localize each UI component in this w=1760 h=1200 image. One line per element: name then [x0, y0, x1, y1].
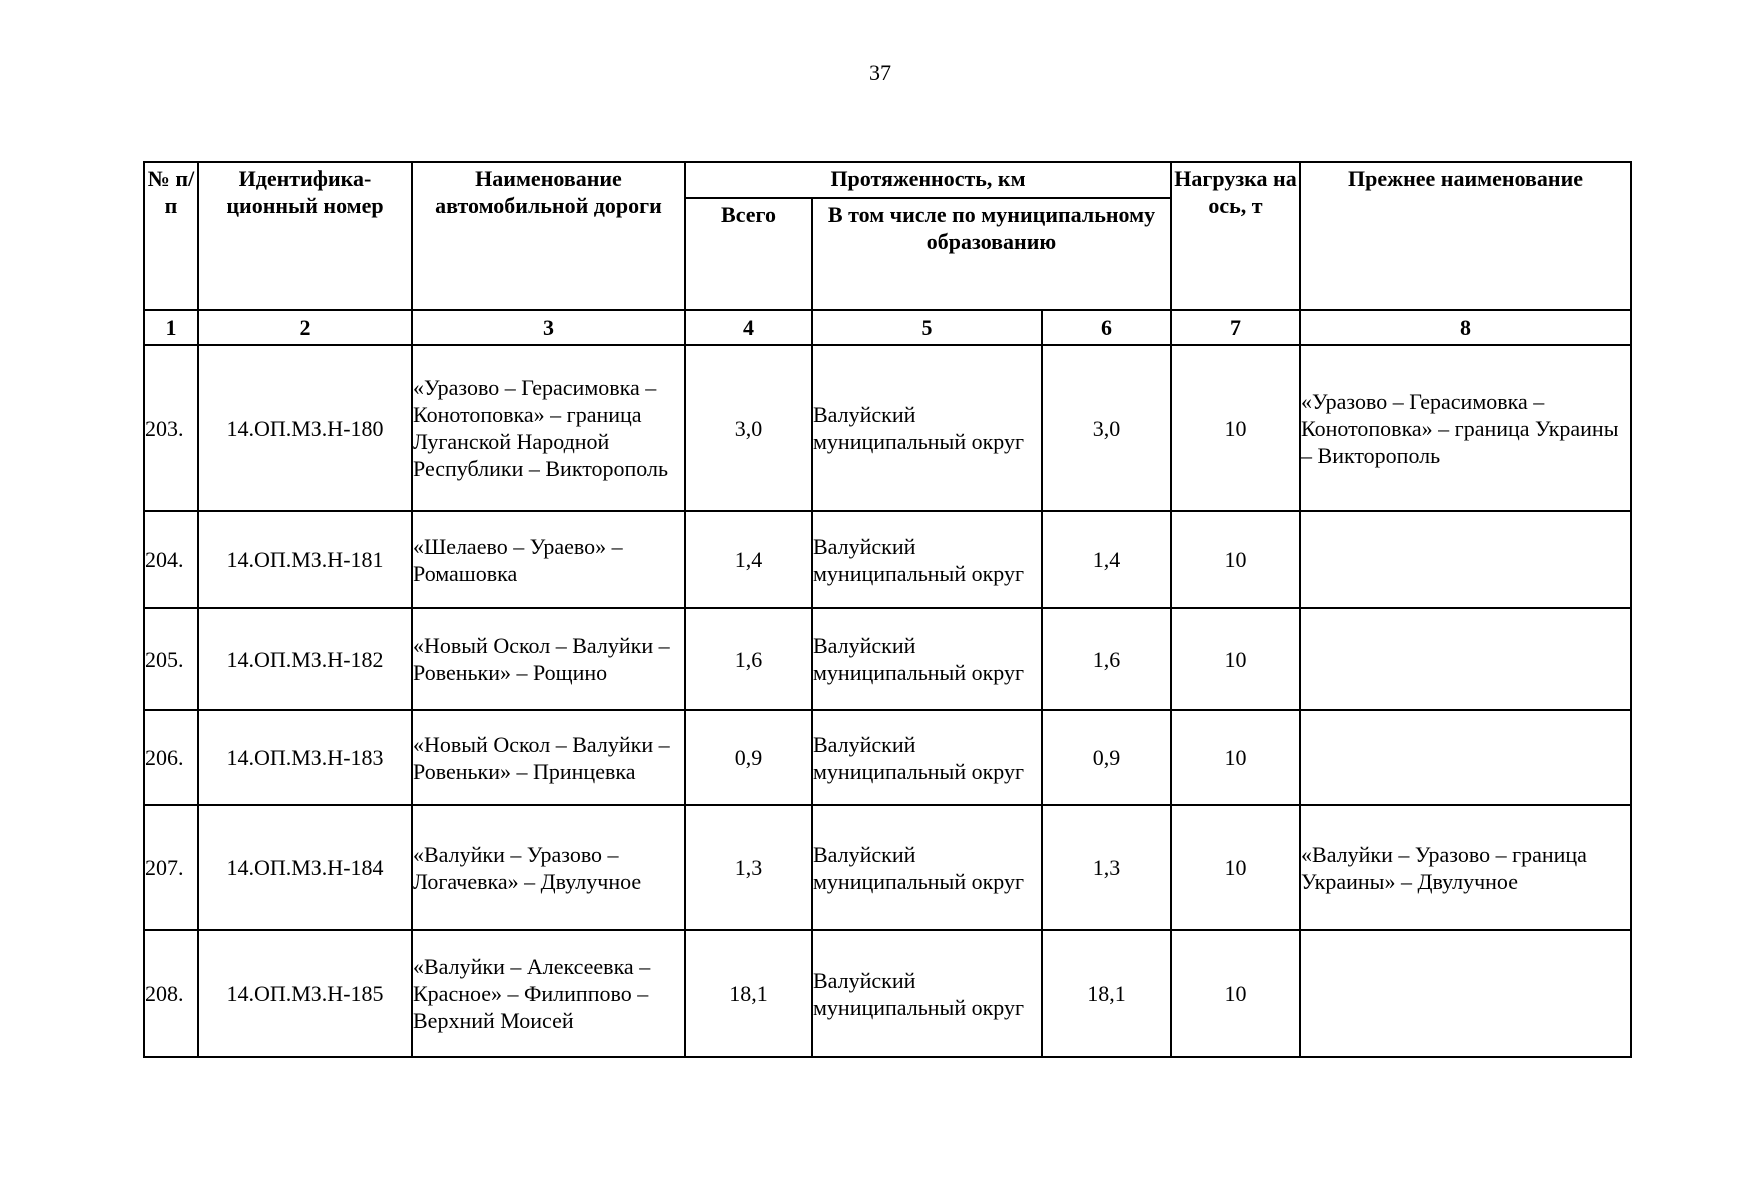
row-number: 206. — [144, 710, 198, 805]
road-id: 14.ОП.МЗ.Н-182 — [198, 608, 412, 710]
header-total: Всего — [685, 198, 812, 310]
length-total: 18,1 — [685, 930, 812, 1057]
column-number: 6 — [1042, 310, 1171, 345]
former-name: «Уразово – Герасимовка – Конотоповка» – граница Украины – Викторополь — [1300, 345, 1631, 511]
municipality: Валуйский муниципальный округ — [812, 511, 1042, 608]
column-number: 7 — [1171, 310, 1300, 345]
length-total: 1,4 — [685, 511, 812, 608]
former-name — [1300, 608, 1631, 710]
road-id: 14.ОП.МЗ.Н-185 — [198, 930, 412, 1057]
municipal-length: 3,0 — [1042, 345, 1171, 511]
row-number: 203. — [144, 345, 198, 511]
header-id: Идентифика-ционный номер — [198, 162, 412, 310]
column-number: 1 — [144, 310, 198, 345]
length-total: 1,6 — [685, 608, 812, 710]
municipal-length: 18,1 — [1042, 930, 1171, 1057]
axle-load: 10 — [1171, 930, 1300, 1057]
former-name — [1300, 511, 1631, 608]
header-municipal: В том числе по муниципальному образованию — [812, 198, 1171, 310]
column-number: 2 — [198, 310, 412, 345]
axle-load: 10 — [1171, 345, 1300, 511]
length-total: 0,9 — [685, 710, 812, 805]
road-name: «Шелаево – Ураево» – Ромашовка — [412, 511, 685, 608]
axle-load: 10 — [1171, 608, 1300, 710]
roads-table — [143, 161, 1632, 1058]
table-row — [144, 345, 1631, 511]
municipality: Валуйский муниципальный округ — [812, 930, 1042, 1057]
row-number: 208. — [144, 930, 198, 1057]
municipal-length: 0,9 — [1042, 710, 1171, 805]
column-number: 8 — [1300, 310, 1631, 345]
table-row — [144, 511, 1631, 608]
municipality: Валуйский муниципальный округ — [812, 608, 1042, 710]
column-number: 3 — [412, 310, 685, 345]
former-name — [1300, 930, 1631, 1057]
table-row — [144, 930, 1631, 1057]
road-id: 14.ОП.МЗ.Н-184 — [198, 805, 412, 930]
row-number: 204. — [144, 511, 198, 608]
header-row — [144, 162, 1631, 198]
municipality: Валуйский муниципальный округ — [812, 345, 1042, 511]
road-id: 14.ОП.МЗ.Н-180 — [198, 345, 412, 511]
municipality: Валуйский муниципальный округ — [812, 805, 1042, 930]
municipal-length: 1,3 — [1042, 805, 1171, 930]
road-name: «Валуйки – Алексеевка – Красное» – Филиппово – Верхний Моисей — [412, 930, 685, 1057]
former-name — [1300, 710, 1631, 805]
table-row — [144, 608, 1631, 710]
column-number: 4 — [685, 310, 812, 345]
page-number: 37 — [869, 60, 891, 85]
column-number: 5 — [812, 310, 1042, 345]
header-length: Протяженность, км — [685, 162, 1171, 198]
header-axle-load: Нагрузка на ось, т — [1171, 162, 1300, 310]
axle-load: 10 — [1171, 805, 1300, 930]
table-row — [144, 805, 1631, 930]
road-name: «Новый Оскол – Валуйки – Ровеньки» – Рощино — [412, 608, 685, 710]
length-total: 3,0 — [685, 345, 812, 511]
axle-load: 10 — [1171, 511, 1300, 608]
header-num: № п/п — [144, 162, 198, 310]
row-number: 207. — [144, 805, 198, 930]
column-numbers-row — [144, 310, 1631, 345]
road-id: 14.ОП.МЗ.Н-183 — [198, 710, 412, 805]
road-name: «Валуйки – Уразово – Логачевка» – Двулучное — [412, 805, 685, 930]
former-name: «Валуйки – Уразово – граница Украины» – Двулучное — [1300, 805, 1631, 930]
row-number: 205. — [144, 608, 198, 710]
length-total: 1,3 — [685, 805, 812, 930]
municipal-length: 1,6 — [1042, 608, 1171, 710]
table-row — [144, 710, 1631, 805]
road-id: 14.ОП.МЗ.Н-181 — [198, 511, 412, 608]
municipal-length: 1,4 — [1042, 511, 1171, 608]
road-name: «Новый Оскол – Валуйки – Ровеньки» – Принцевка — [412, 710, 685, 805]
road-name: «Уразово – Герасимовка – Конотоповка» – граница Луганской Народной Республики – Викторополь — [412, 345, 685, 511]
header-road-name: Наименование автомобильной дороги — [412, 162, 685, 310]
municipality: Валуйский муниципальный округ — [812, 710, 1042, 805]
axle-load: 10 — [1171, 710, 1300, 805]
header-former-name: Прежнее наименование — [1300, 162, 1631, 310]
